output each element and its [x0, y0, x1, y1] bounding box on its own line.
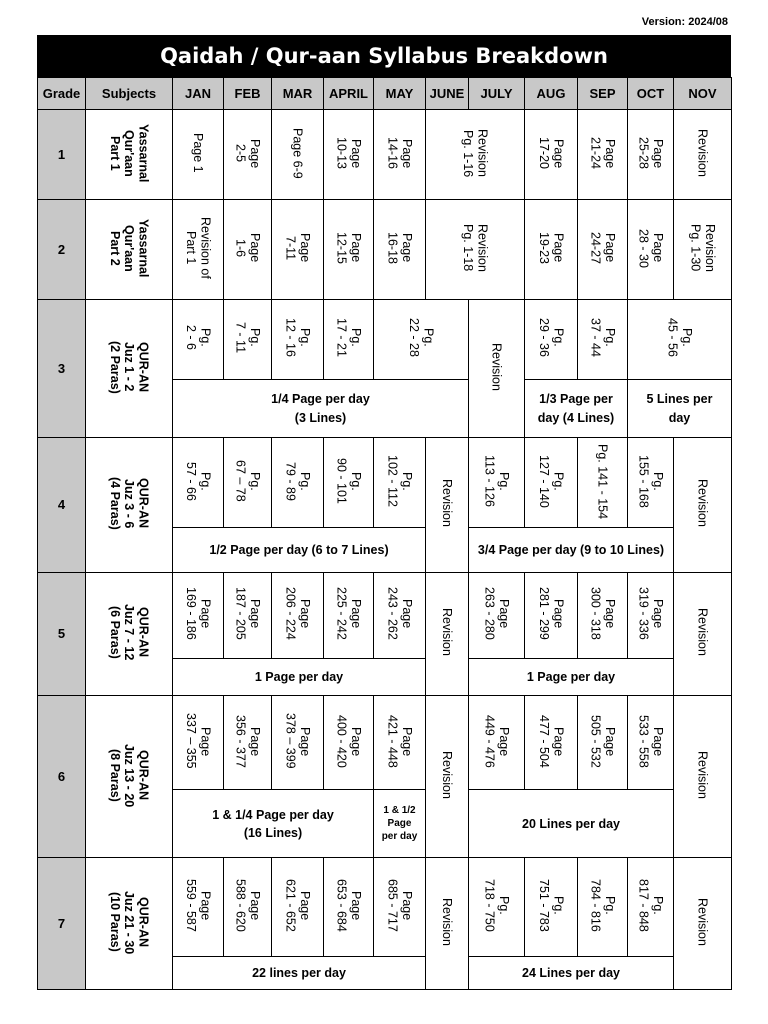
grade-2-cell: 2: [38, 200, 86, 299]
grade-4-row: [38, 438, 732, 528]
grade-7-cell: 7: [38, 858, 86, 990]
version-label: Version: 2024/08: [641, 16, 728, 28]
grade-7-mar: Page 621 - 652: [272, 858, 324, 956]
grade-1-sep: Page 21-24: [578, 110, 628, 200]
grade-1-row: [38, 110, 732, 200]
grade-6-rate-may: 1 & 1/2 Page per day: [374, 790, 426, 858]
grade-4-aug: Pg. 127 - 140: [525, 438, 578, 528]
grade-6-oct: Page 533 - 558: [628, 695, 674, 789]
grade-6-mar: Page 378 – 399: [272, 695, 324, 789]
grade-6-jan: Page 337 – 355: [173, 695, 224, 789]
grade-6-aug: Page 477 - 504: [525, 695, 578, 789]
grade-5-jan: Page 169 - 186: [173, 572, 224, 658]
header-may: MAY: [374, 78, 426, 110]
grade-4-feb: Pg. 67 – 78: [224, 438, 272, 528]
grade-7-rate-1: 22 lines per day: [173, 956, 426, 989]
grade-6-nov: Revision: [674, 695, 732, 858]
grade-3-mar: Pg. 12 - 16: [272, 299, 324, 379]
grade-1-may: Page 14-16: [374, 110, 426, 200]
grade-5-apr: Page 225 - 242: [324, 572, 374, 658]
grade-6-row: [38, 695, 732, 789]
header-aug: AUG: [525, 78, 578, 110]
grade-5-sep: Page 300 - 318: [578, 572, 628, 658]
grade-7-apr: Page 653 - 684: [324, 858, 374, 956]
grade-3-feb: Pg. 7 - 11: [224, 299, 272, 379]
grade-1-nov: Revision: [674, 110, 732, 200]
grade-2-oct: Page 28 - 30: [628, 200, 674, 299]
grade-4-subject: QUR-AN Juz 3 - 6 (4 Paras): [86, 438, 173, 572]
grade-1-jan: Page 1: [173, 110, 224, 200]
grade-4-jan: Pg. 57 - 66: [173, 438, 224, 528]
grade-3-jan: Pg. 2 - 6: [173, 299, 224, 379]
grade-4-may: Pg. 102 - 112: [374, 438, 426, 528]
grade-2-jun-jul: Revision Pg. 1-18: [426, 200, 525, 299]
grade-3-sep: Pg. 37 - 44: [578, 299, 628, 379]
grade-3-cell: 3: [38, 299, 86, 437]
grade-5-oct: Page 319 - 336: [628, 572, 674, 658]
grade-5-row: [38, 572, 732, 658]
grade-3-subject: QUR-AN Juz 1 - 2 (2 Paras): [86, 299, 173, 437]
syllabus-table: [37, 77, 732, 990]
grade-2-may: Page 16-18: [374, 200, 426, 299]
grade-3-rate-1: 1/4 Page per day (3 Lines): [173, 379, 469, 437]
grade-5-cell: 5: [38, 572, 86, 695]
header-mar: MAR: [272, 78, 324, 110]
grade-3-row: [38, 299, 732, 379]
grade-2-sep: Page 24-27: [578, 200, 628, 299]
grade-6-may: Page 421 - 448: [374, 695, 426, 789]
grade-5-mar: Page 206 - 224: [272, 572, 324, 658]
page-title: Qaidah / Qur-aan Syllabus Breakdown: [37, 35, 731, 77]
grade-7-may: Page 685 - 717: [374, 858, 426, 956]
grade-3-may-jun: Pg. 22 - 28: [374, 299, 469, 379]
grade-4-nov: Revision: [674, 438, 732, 572]
grade-4-sep: Pg. 141 - 154: [578, 438, 628, 528]
grade-4-mar: Pg. 79 - 89: [272, 438, 324, 528]
grade-5-rate-2: 1 Page per day: [469, 658, 674, 695]
grade-7-jun: Revision: [426, 858, 469, 990]
header-grade: Grade: [38, 78, 86, 110]
grade-7-sep: Pg. 784 - 816: [578, 858, 628, 956]
grade-6-rate-1: 1 & 1/4 Page per day (16 Lines): [173, 790, 374, 858]
grade-5-feb: Page 187 - 205: [224, 572, 272, 658]
grade-5-jul: Page 263 - 280: [469, 572, 525, 658]
grade-7-nov: Revision: [674, 858, 732, 990]
grade-3-apr: Pg. 17 - 21: [324, 299, 374, 379]
grade-3-oct-nov: Pg. 45 - 56: [628, 299, 732, 379]
grade-7-jul: Pg. 718 - 750: [469, 858, 525, 956]
grade-6-rate-2: 20 Lines per day: [469, 790, 674, 858]
grade-4-apr: Pg. 90 - 101: [324, 438, 374, 528]
header-oct: OCT: [628, 78, 674, 110]
grade-5-nov: Revision: [674, 572, 732, 695]
header-nov: NOV: [674, 78, 732, 110]
grade-6-cell: 6: [38, 695, 86, 858]
grade-7-jan: Page 559 - 587: [173, 858, 224, 956]
grade-1-jun-jul: Revision Pg. 1-16: [426, 110, 525, 200]
grade-7-subject: QUR-AN Juz 21 - 30 (10 Paras): [86, 858, 173, 990]
grade-2-subject: Yassarnal Qur'aan Part 2: [86, 200, 173, 299]
header-feb: FEB: [224, 78, 272, 110]
header-subjects: Subjects: [86, 78, 173, 110]
grade-1-cell: 1: [38, 110, 86, 200]
grade-5-may: Page 243 - 262: [374, 572, 426, 658]
grade-3-rate-2: 1/3 Page per day (4 Lines): [525, 379, 628, 437]
header-apr: APRIL: [324, 78, 374, 110]
grade-1-subject: Yassarnal Qur'aan Part 1: [86, 110, 173, 200]
grade-5-subject: QUR-AN Juz 7 - 12 (6 Paras): [86, 572, 173, 695]
grade-7-aug: Pg. 751 - 783: [525, 858, 578, 956]
grade-6-jun: Revision: [426, 695, 469, 858]
grade-5-jun: Revision: [426, 572, 469, 695]
header-jul: JULY: [469, 78, 525, 110]
grade-4-rate-1: 1/2 Page per day (6 to 7 Lines): [173, 528, 426, 572]
grade-2-aug: Page 19-23: [525, 200, 578, 299]
grade-1-oct: Page 25-28: [628, 110, 674, 200]
grade-7-feb: Page 588 - 620: [224, 858, 272, 956]
grade-4-cell: 4: [38, 438, 86, 572]
grade-4-rate-2: 3/4 Page per day (9 to 10 Lines): [469, 528, 674, 572]
grade-2-mar: Page 7-11: [272, 200, 324, 299]
header-row: [38, 78, 732, 110]
grade-1-feb: Page 2-5: [224, 110, 272, 200]
grade-7-rate-2: 24 Lines per day: [469, 956, 674, 989]
grade-4-jul: Pg. 113 - 126: [469, 438, 525, 528]
grade-5-rate-1: 1 Page per day: [173, 658, 426, 695]
grade-4-oct: Pg. 155 - 168: [628, 438, 674, 528]
grade-4-jun: Revision: [426, 438, 469, 572]
grade-6-jul: Page 449 - 476: [469, 695, 525, 789]
grade-7-row: [38, 858, 732, 956]
grade-1-mar: Page 6-9: [272, 110, 324, 200]
grade-3-rate-3: 5 Lines per day: [628, 379, 732, 437]
header-jun: JUNE: [426, 78, 469, 110]
grade-2-apr: Page 12-15: [324, 200, 374, 299]
grade-6-feb: Page 356 - 377: [224, 695, 272, 789]
grade-2-row: [38, 200, 732, 299]
grade-5-aug: Page 281 - 299: [525, 572, 578, 658]
grade-7-oct: Pg. 817 - 848: [628, 858, 674, 956]
header-jan: JAN: [173, 78, 224, 110]
grade-2-jan: Revision of Part 1: [173, 200, 224, 299]
grade-6-subject: QUR-AN Juz 13 - 20 (8 Paras): [86, 695, 173, 858]
grade-2-nov: Revision Pg. 1-30: [674, 200, 732, 299]
grade-6-apr: Page 400 - 420: [324, 695, 374, 789]
grade-1-apr: Page 10-13: [324, 110, 374, 200]
grade-1-aug: Page 17-20: [525, 110, 578, 200]
grade-3-aug: Pg. 29 - 36: [525, 299, 578, 379]
header-sep: SEP: [578, 78, 628, 110]
grade-6-sep: Page 505 - 532: [578, 695, 628, 789]
grade-3-jul: Revision: [469, 299, 525, 437]
grade-2-feb: Page 1-6: [224, 200, 272, 299]
